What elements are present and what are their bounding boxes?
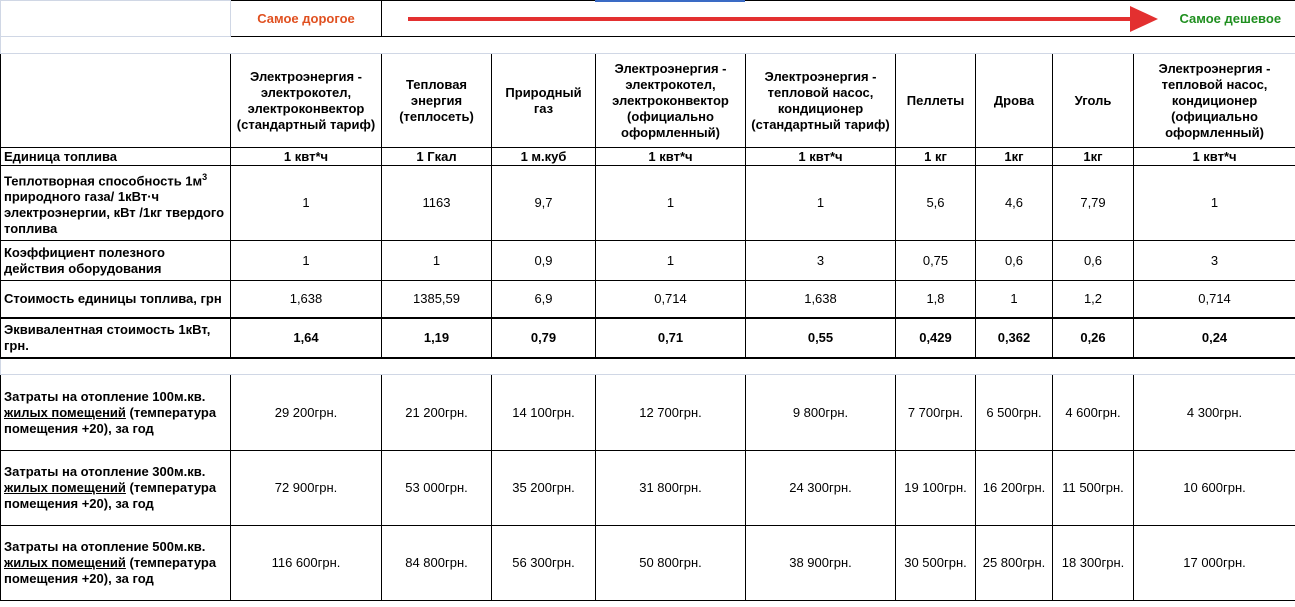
table-cell[interactable]: 1,638 [231, 281, 382, 318]
table-cell[interactable]: 1 [596, 241, 746, 281]
table-cell[interactable]: 38 900грн. [746, 526, 896, 601]
table-cell[interactable]: 7 700грн. [896, 375, 976, 451]
table-cell[interactable]: 1 квт*ч [231, 148, 382, 166]
table-cell[interactable]: 0,24 [1134, 318, 1295, 358]
table-cell[interactable]: 11 500грн. [1053, 451, 1134, 526]
table-row [1, 281, 1295, 318]
table-cell[interactable]: 4,6 [976, 166, 1053, 241]
column-header[interactable]: Дрова [976, 54, 1053, 148]
header-row [1, 54, 1295, 148]
row-label[interactable]: Коэффициент полезного действия оборудования [1, 241, 231, 281]
table-cell[interactable]: 0,55 [746, 318, 896, 358]
table-cell[interactable]: 0,9 [492, 241, 596, 281]
table-cell[interactable]: 3 [746, 241, 896, 281]
table-cell[interactable]: 6,9 [492, 281, 596, 318]
table-cell[interactable]: 21 200грн. [382, 375, 492, 451]
table-cell[interactable]: 3 [1134, 241, 1295, 281]
table-cell[interactable]: 5,6 [896, 166, 976, 241]
table-cell[interactable]: 1кг [1053, 148, 1134, 166]
table-row [1, 166, 1295, 241]
table-cell[interactable]: 1 [231, 241, 382, 281]
table-row [1, 148, 1295, 166]
row-label[interactable]: Затраты на отопление 300м.кв. жилых помещений (температура помещения +20), за год [1, 451, 231, 526]
table-cell[interactable]: 16 200грн. [976, 451, 1053, 526]
table-cell[interactable]: 116 600грн. [231, 526, 382, 601]
table-cell[interactable]: 0,714 [1134, 281, 1295, 318]
table-cell[interactable]: 0,71 [596, 318, 746, 358]
column-header[interactable]: Электроэнергия - электрокотел, электроконвектор (стандартный тариф) [231, 54, 382, 148]
table-cell[interactable]: 1кг [976, 148, 1053, 166]
table-cell[interactable]: 24 300грн. [746, 451, 896, 526]
table-cell[interactable]: 25 800грн. [976, 526, 1053, 601]
table-cell[interactable]: 1 Гкал [382, 148, 492, 166]
table-cell[interactable]: 4 600грн. [1053, 375, 1134, 451]
table-cell[interactable]: 14 100грн. [492, 375, 596, 451]
table-row [1, 241, 1295, 281]
table-cell[interactable]: 1 [1134, 166, 1295, 241]
table-cell[interactable]: 35 200грн. [492, 451, 596, 526]
table-cell[interactable]: 50 800грн. [596, 526, 746, 601]
table-cell[interactable]: 1,8 [896, 281, 976, 318]
table-cell[interactable]: 4 300грн. [1134, 375, 1295, 451]
spacer-row [1, 358, 1295, 375]
table-cell[interactable]: 84 800грн. [382, 526, 492, 601]
table-cell[interactable]: 29 200грн. [231, 375, 382, 451]
column-header[interactable]: Электроэнергия - тепловой насос, кондиционер (официально оформленный) [1134, 54, 1295, 148]
table-cell[interactable]: 6 500грн. [976, 375, 1053, 451]
table-cell[interactable]: 17 000грн. [1134, 526, 1295, 601]
column-header[interactable]: Уголь [1053, 54, 1134, 148]
cell-empty[interactable] [1, 1, 231, 37]
table-cell[interactable]: 1 квт*ч [1134, 148, 1295, 166]
column-header[interactable]: Электроэнергия - электрокотел, электроконвектор (официально оформленный) [596, 54, 746, 148]
table-cell[interactable]: 1 квт*ч [746, 148, 896, 166]
table-cell[interactable]: 56 300грн. [492, 526, 596, 601]
table-cell[interactable]: 1 кг [896, 148, 976, 166]
table-cell[interactable]: 1163 [382, 166, 492, 241]
table-cell[interactable]: 10 600грн. [1134, 451, 1295, 526]
arrow-right-icon [382, 2, 1162, 36]
table-cell[interactable]: 1 [382, 241, 492, 281]
table-row [1, 375, 1295, 451]
table-cell[interactable]: 0,6 [1053, 241, 1134, 281]
table-cell[interactable]: 1 [746, 166, 896, 241]
cheapest-label[interactable]: Самое дешевое [382, 1, 1295, 37]
table-cell[interactable]: 19 100грн. [896, 451, 976, 526]
table-cell[interactable]: 1,19 [382, 318, 492, 358]
header-corner-cell[interactable] [1, 54, 231, 148]
row-label[interactable]: Теплотворная способность $1м^3$ природного газа/ 1кВт·ч электроэнергии, кВт /1кг твердого топлива [1, 166, 231, 241]
table-cell[interactable]: 0,6 [976, 241, 1053, 281]
table-cell[interactable]: 1 [231, 166, 382, 241]
table-cell[interactable]: 0,429 [896, 318, 976, 358]
column-header[interactable]: Тепловая энергия (теплосеть) [382, 54, 492, 148]
table-cell[interactable]: 18 300грн. [1053, 526, 1134, 601]
table-cell[interactable]: 30 500грн. [896, 526, 976, 601]
table-cell[interactable]: 1 квт*ч [596, 148, 746, 166]
column-header[interactable]: Электроэнергия - тепловой насос, кондиционер (стандартный тариф) [746, 54, 896, 148]
table-row [1, 451, 1295, 526]
table-cell[interactable]: 1,638 [746, 281, 896, 318]
table-cell[interactable]: 1,2 [1053, 281, 1134, 318]
most-expensive-label[interactable]: Самое дорогое [231, 1, 382, 37]
row-label[interactable]: Стоимость единицы топлива, грн [1, 281, 231, 318]
table-cell[interactable]: 72 900грн. [231, 451, 382, 526]
spacer-row [1, 37, 1295, 54]
table-cell[interactable]: 53 000грн. [382, 451, 492, 526]
column-header[interactable]: Пеллеты [896, 54, 976, 148]
table-row [1, 526, 1295, 601]
table-cell[interactable]: 9 800грн. [746, 375, 896, 451]
row-label[interactable]: Затраты на отопление 500м.кв. жилых помещений (температура помещения +20), за год [1, 526, 231, 601]
table-cell[interactable]: 0,75 [896, 241, 976, 281]
table-cell[interactable]: 0,26 [1053, 318, 1134, 358]
table-cell[interactable]: 0,362 [976, 318, 1053, 358]
table-cell[interactable]: 1 [976, 281, 1053, 318]
table-cell[interactable]: 9,7 [492, 166, 596, 241]
table-cell[interactable]: 0,79 [492, 318, 596, 358]
table-cell[interactable]: 12 700грн. [596, 375, 746, 451]
row-label[interactable]: Единица топлива [1, 148, 231, 166]
table-cell[interactable]: 1,64 [231, 318, 382, 358]
table-cell[interactable]: 7,79 [1053, 166, 1134, 241]
table-cell[interactable]: 0,714 [596, 281, 746, 318]
table-cell[interactable]: 31 800грн. [596, 451, 746, 526]
table-row [1, 318, 1295, 358]
row-label[interactable]: Эквивалентная стоимость 1кВт, грн. [1, 318, 231, 358]
table-cell[interactable]: 1385,59 [382, 281, 492, 318]
table-cell[interactable]: 1 м.куб [492, 148, 596, 166]
table-cell[interactable]: 1 [596, 166, 746, 241]
column-header[interactable]: Природный газ [492, 54, 596, 148]
row-label[interactable]: Затраты на отопление 100м.кв. жилых помещений (температура помещения +20), за год [1, 375, 231, 451]
